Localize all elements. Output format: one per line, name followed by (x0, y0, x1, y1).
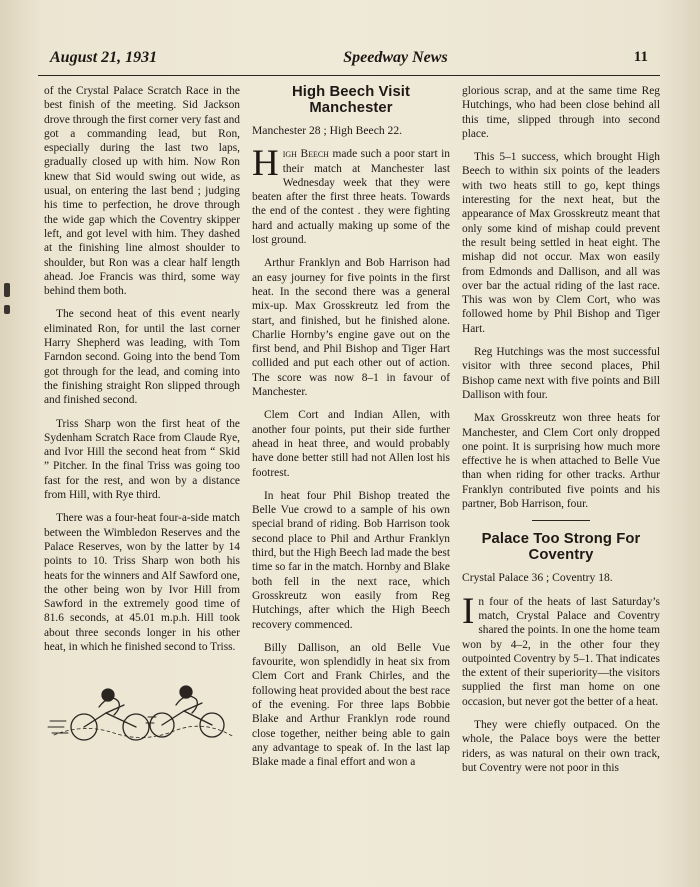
headline-high-beech: High Beech Visit Manchester (291, 84, 411, 116)
lead-smallcaps: igh Beech (282, 148, 329, 161)
paragraph: The second heat of this event nearly eliminated Ron, for until the last corner Harry Shepherd was leading, with Tom Farndon second. Going into the bend Tom got through for the lead, and coming into the finishing straight Ron slipped through and finished second. (44, 308, 240, 407)
lead-paragraph (252, 143, 450, 247)
paragraph: Clem Cort and Indian Allen, with another four points, put their side further ahead in heat three, and would probably have done better still had not Allen lost his footrest. (252, 409, 450, 479)
binding-mark (4, 283, 10, 297)
paragraph: Reg Hutchings was the most successful visitor with three second places, Phil Bishop came next with five points and Bill Dallison with four. (462, 346, 660, 401)
score-line: Manchester 28 ; High Beech 22. (252, 124, 403, 137)
paragraph: Billy Dallison, an old Belle Vue favourite, won splendidly in heat six from Clem Cort and Frank Chirles, and the following heat provided about the best race of the evening. For three laps Bobbie Blake and Arthur Franklyn rode round close together, neither being able to gain any advantage to speak of. In the last lap Blake made a final effort and won a (252, 641, 450, 769)
paragraph: This 5–1 success, which brought High Beech to within six points of the leaders with two heats still to go, kept things interesting for the next heat, but the appearance of Max Grosskreutz meant that only some kind of mishap could prevent the result being settled in heat eight. The mishap did not occur. Max won easily from Edmonds and Dallison, and all was over bar the actual riding of the last race. This was won by Clem Cort, who was followed home by Phil Bishop and Tiger Hart. (462, 151, 660, 335)
column-right (462, 84, 660, 884)
paragraph: Triss Sharp won the first heat of the Sydenham Scratch Race from Claude Rye, and Ivor Hill the second heat from “ Skid ” Pitcher. In the final Triss was going too fast for the rest, and won by a distance from Hill, with Rye third. (44, 417, 240, 502)
running-head (38, 40, 660, 76)
paragraph: glorious scrap, and at the same time Reg Hutchings, who had been close behind all this time, slipped through into second place. (462, 85, 660, 140)
column-middle (252, 84, 450, 884)
paragraph: of the Crystal Palace Scratch Race in the best finish of the meeting. Sid Jackson drove through the first corner very fast and got a commanding lead, but Ron, especially during the last two laps, gradually closed up with him. Now Ron knew that Sid would swing out wide, as usual, on entering the last bend ; judging his time to perfection, he drove through the wide gap which the Coventry skipper left, and got level with him. They dashed at the finishing line almost shoulder to shoulder, but Ron was a clear half length ahead. Joe Francis was third, some way behind them both. (44, 85, 240, 298)
column-left (38, 84, 240, 884)
binding-mark (4, 305, 10, 314)
speedway-riders-sketch-icon (44, 667, 240, 745)
score-line: Crystal Palace 36 ; Coventry 18. (462, 571, 613, 585)
drop-cap: H (252, 143, 279, 185)
section-divider (532, 520, 590, 521)
paragraph: Max Grosskreutz won three heats for Manchester, and Clem Cort only dropped one point. It is surprising how much more effective he is when attached to Belle Vue than when riding for other tracks. Arthur Franklyn contributed five points and his partner, Bob Harrison, four. (462, 412, 660, 511)
headline-palace-coventry: Palace Too Strong For Coventry (481, 531, 641, 564)
paragraph: They were chiefly outpaced. On the whole, the Palace boys were the better riders, as was natural on their own track, but Coventry were not poor in this (462, 718, 660, 774)
issue-date: August 21, 1931 (50, 48, 158, 66)
paragraph: Arthur Franklyn and Bob Harrison had an easy journey for five points in the first heat. In the second there was a general mix-up. Max Grosskreutz led from the start, and finished, but he finished alone. Charlie Hornby’s engine gave out on the first bend, and Phil Bishop and Tiger Hart collided and put each other out of action. The score was now 8–1 in favour of Manchester. (252, 257, 450, 399)
publication-title: Speedway News (343, 48, 448, 66)
article-columns (38, 84, 660, 884)
lead-text: made such a poor start in their match at Manchester last Wednesday week that they were beaten after the first three heats. Towards the end of the contest . they were fighting hard and actually making up some of the lost ground. (252, 148, 450, 247)
paragraph: In heat four Phil Bishop treated the Belle Vue crowd to a sample of his own special brand of riding. Bob Harrison took second place to Phil and Arthur Franklyn third, but the High Beech lad made the best time so far in the match. Hornby and Blake both fell in the next race, which Grosskreutz won easily from Reg Hutchings, after which the High Beech recovery commenced. (252, 489, 450, 631)
lead-text: n four of the heats of last Saturday’s match, Crystal Palace and Coventry shared the points. In one the home team won by 4–2, in the other four they outpointed Coventry by 5–1. That indicates the extent of their superiority—the visitors supplied the first man home on one occasion, but never got the better of a heat. (462, 595, 660, 708)
lead-paragraph (462, 590, 660, 709)
page-number: 11 (633, 49, 648, 65)
paragraph: There was a four-heat four-a-side match between the Wimbledon Reserves and the Palace Reserves, won by the latter by 14 points to 10. Triss Sharp won both his heats for the winners and Alf Sawford one, the other being won by Ivor Hill from Sawford in the extremely good time of 81.6 seconds, at 45.01 m.p.h. Hill took about three seconds longer in his other heat, in which he finished second to Triss. (44, 512, 240, 653)
drop-cap: I (462, 590, 475, 632)
